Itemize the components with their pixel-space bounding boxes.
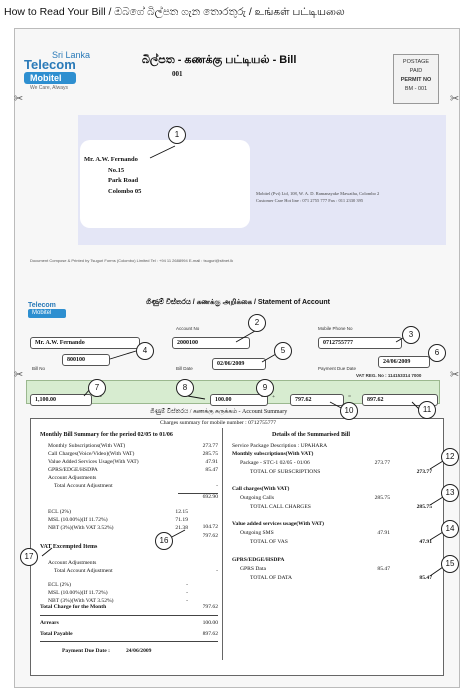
account-no-label: Account No [176,326,200,331]
vat-exempt-heading: VAT Excempted Items [40,544,98,550]
vas-total-value: 47.91 [419,539,432,545]
summary-row: Value Added Services Usage(With VAT) 47.91 [48,459,218,465]
call-total-value: 285.75 [416,504,432,510]
vas-total-label: TOTAL OF VAS [250,539,288,545]
customer-name-field: Mr. A.W. Fernando [30,337,140,349]
vat-row: NBT (3%)(With VAT 3.52%) - [48,598,188,604]
package-description: Service Package Description : UPAHARA [232,443,328,449]
callout-14: 14 [441,520,459,538]
callout-6: 6 [428,344,446,362]
package-row-value: 273.77 [374,460,390,466]
scissor-icon: ✂ [450,93,460,105]
call-row-value: 285.75 [374,495,390,501]
left-heading: Monthly Bill Summary for the period 02/05 to 01/06 [40,432,173,438]
callout-2: 2 [248,314,266,332]
payment-due-value: 24/06/2009 [126,648,152,654]
mobile-no-label: Mobile Phone No [318,326,353,331]
gprs-total-value: 85.47 [419,575,432,581]
tax-row: MSL (10.00%)(If 11.72%) 71.19 [48,517,188,523]
mobile-no-field: 0712755777 [318,337,402,349]
bill-date-label: Bill Date [176,366,193,371]
payment-due-label: Payment Due Date : [62,648,111,654]
summary-title: ගිණුම් විස්තරය / கணக்கு சுருக்கம் - Account Summary [150,409,288,415]
gprs-row-value: 85.47 [377,566,390,572]
subscriptions-total-label: TOTAL OF SUBSCRIPTIONS [250,469,321,475]
callout-7: 7 [88,379,106,397]
customer-address: Mr. A.W. Fernando No.15 Park Road Colombo 05 [84,156,142,195]
print-note: Document Compose & Printed by Tsuguri Forms (Colombo) Limited Tel : +94 11 2688994 E-mail : tsuguri@sltnet.lk [30,258,234,263]
vat-row: MSL (10.00%)(If 11.72%) - [48,590,188,596]
due-date-label: Payment Due Date [318,366,357,371]
callout-3: 3 [402,326,420,344]
subscriptions-total-value: 273.77 [416,469,432,475]
callout-15: 15 [441,555,459,573]
gprs-total-label: TOTAL OF DATA [250,575,292,581]
call-row-label: Outgoing Calls [240,495,275,501]
package-row-label: Package - STC-1 02/05 - 01/06 [240,460,310,466]
vat-row: ECL (2%) - [48,582,188,588]
summary-subtitle: Charges summary for mobile number : 0712755777 [160,420,277,426]
tax-row: ECL (2%) 12.15 [48,509,188,515]
plus-sign: + [272,394,276,400]
minus-sign: - [100,394,102,400]
scissor-icon: ✂ [14,369,24,381]
tax-total: 104.72 [202,524,218,530]
statement-title: ගිණුම් විස්තරය / கணக்கு அறிக்கை / Statement of Account [146,299,330,306]
gprs-heading: GPRS/EDGE/HSDPA [232,557,285,563]
due-date-field: 24/06/2009 [378,356,430,368]
postage-paid-box: POSTAGE PAID PERMIT NO BM - 001 [393,54,439,104]
callout-10: 10 [340,402,358,420]
callout-1: 1 [168,126,186,144]
previous-balance-field: 1,100.00 [30,394,92,406]
summary-row: Account Adjustments [48,475,97,481]
total-payable-row: Total Payable 897.62 [40,631,218,637]
telecom-logo-small: Telecom Mobitel [28,302,68,328]
call-charges-heading: Call charges(With VAT) [232,486,290,492]
arrears-row: Arrears 100.00 [40,620,218,626]
charges-field: 797.62 [290,394,344,406]
bill-title: බිල්පත - கணக்கு பட்டியல் - Bill [142,54,297,66]
gprs-row-label: GPRS Data [240,566,266,572]
summary-row: Call Charges(Voice/Video)(With VAT) 285.75 [48,451,218,457]
vat-reg-label: VAT REG. No : 114153314 7000 [356,373,422,378]
summary-row: GPRS/EDGE/HSDPA 85.47 [48,467,218,473]
vas-heading: Value added services usage(With VAT) [232,521,324,527]
callout-13: 13 [441,484,459,502]
callout-16: 16 [155,532,173,550]
bill-date-field: 02/06/2009 [212,358,266,370]
right-heading: Details of the Summarised Bill [272,432,350,438]
summary-row: 692.90 [202,494,218,500]
telecom-logo: Sri Lanka Telecom Mobitel We Care, Always [24,50,90,91]
scissor-icon: ✂ [14,93,24,105]
tax-row: NBT (3%)(With VAT 3.52%) 21.38 [48,525,188,531]
page-header-title: How to Read Your Bill / ඔබගේ බිල්පත ගැන තොරතුරු / உங்கள் பட்டியலை [4,6,345,18]
month-total-row: Total Charge for the Month 797.62 [40,604,218,610]
vas-row-label: Outgoing SMS [240,530,274,536]
callout-5: 5 [274,342,292,360]
total-before-vat: 797.62 [202,533,218,539]
callout-9: 9 [256,379,274,397]
office-address: Mobitel (Pvt) Ltd, 108, W. A. D. Ramanayake Mawatha, Colombo 2 Customer Care Hot line : 071 2755 777 Fax : 011 2330 395 [256,191,380,203]
bill-number: 001 [172,70,183,78]
callout-11: 11 [418,401,436,419]
callout-17: 17 [20,548,38,566]
vas-row-value: 47.91 [377,530,390,536]
vat-row: Account Adjustments [48,560,97,566]
subscriptions-heading: Monthly subscriptions(With VAT) [232,451,314,457]
bill-no-label: Bill No [32,366,46,371]
scissor-icon: ✂ [450,369,460,381]
equals-sign: = [348,394,352,400]
account-no-field: 2000100 [172,337,250,349]
summary-row: Monthly Subscriptions(With VAT) 273.77 [48,443,218,449]
summary-row: Total Account Adjustment - [54,483,218,489]
bill-no-field: 800100 [62,354,110,366]
callout-4: 4 [136,342,154,360]
callout-12: 12 [441,448,459,466]
payments-field: 100.00 [210,394,268,406]
call-total-label: TOTAL CALL CHARGES [250,504,311,510]
callout-8: 8 [176,379,194,397]
total-due-field: 897.62 [362,394,438,406]
vat-row: Total Account Adjustment - [54,568,218,574]
